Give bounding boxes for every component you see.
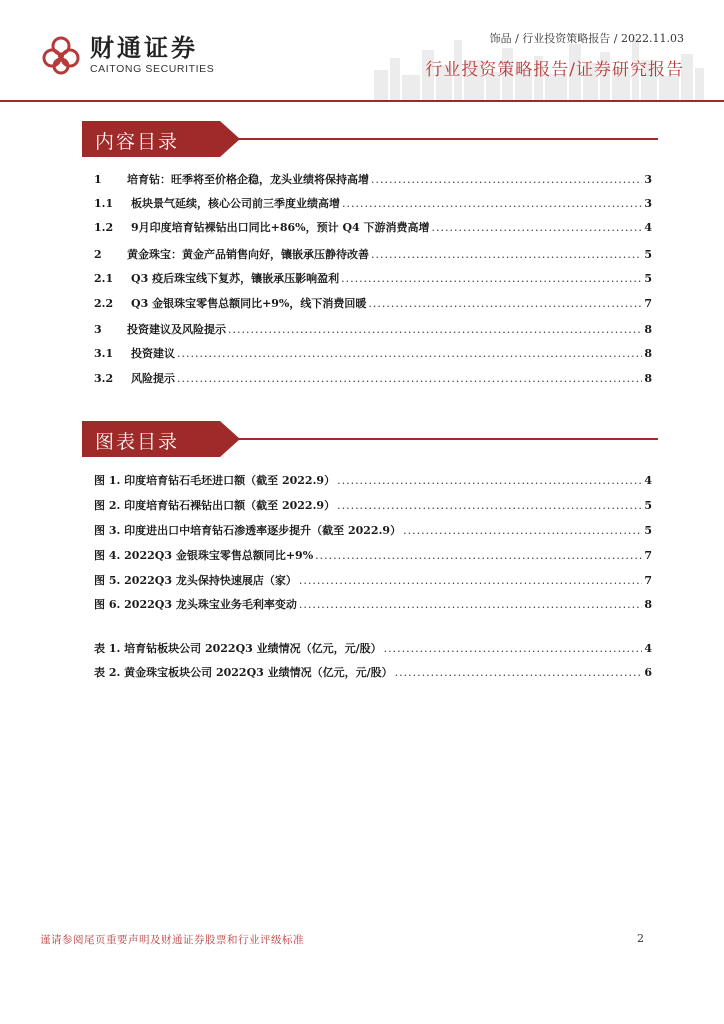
toc-entry[interactable] — [94, 270, 652, 288]
toc-entry-page: 7 — [644, 297, 652, 310]
page-header — [0, 0, 724, 104]
contents-rule — [232, 138, 658, 140]
toc-entry-page: 3 — [644, 173, 652, 186]
toc-entry[interactable] — [94, 321, 652, 339]
table-entry[interactable] — [94, 640, 652, 658]
toc-entry-page: 8 — [644, 372, 652, 385]
dot-leader — [299, 574, 643, 587]
table-entry[interactable] — [94, 664, 652, 682]
report-type-title: 行业投资策略报告/证券研究报告 — [425, 60, 684, 80]
toc-entry-number: 1.1 — [94, 197, 114, 210]
company-logo — [40, 34, 214, 76]
toc-entry-title: 风险提示 — [131, 372, 175, 385]
toc-entry[interactable] — [94, 195, 652, 213]
figures-rule — [232, 438, 658, 440]
toc-entry-page: 8 — [644, 347, 652, 360]
toc-entry-page: 3 — [644, 197, 652, 210]
dot-leader — [371, 248, 642, 261]
figure-entry[interactable] — [94, 572, 652, 590]
toc-entry-title: 黄金珠宝：黄金产品销售向好，镶嵌承压静待改善 — [127, 248, 369, 261]
figures-section-header — [82, 421, 658, 457]
figure-entry-page: 5 — [644, 524, 652, 537]
figure-entry-page: 4 — [644, 474, 652, 487]
dot-leader — [403, 524, 642, 537]
page-number: 2 — [637, 932, 644, 945]
toc-entry-number: 1 — [94, 173, 102, 186]
footer-disclaimer: 谨请参阅尾页重要声明及财通证券股票和行业评级标准 — [40, 934, 304, 946]
toc-entry-title: 投资建议及风险提示 — [127, 323, 226, 336]
figure-entry-page: 5 — [644, 499, 652, 512]
header-meta: 饰品 / 行业投资策略报告 / 2022.11.03 — [489, 32, 684, 45]
figures-heading: 图表目录 — [95, 431, 180, 453]
dot-leader — [228, 323, 642, 336]
toc-entry[interactable] — [94, 295, 652, 313]
dot-leader — [384, 642, 643, 655]
table-entry-page: 6 — [644, 666, 652, 679]
toc-entry-number: 2.1 — [94, 272, 114, 285]
toc-entry-page: 4 — [644, 221, 652, 234]
toc-entry-number: 3 — [94, 323, 102, 336]
dot-leader — [337, 474, 642, 487]
dot-leader — [368, 297, 642, 310]
header-divider — [0, 100, 724, 102]
toc-entry-number: 2 — [94, 248, 102, 261]
figure-entry-title: 图 1. 印度培育钻石毛坯进口额（截至 2022.9） — [94, 474, 336, 487]
figure-entry-title: 图 3. 印度进出口中培育钻石渗透率逐步提升（截至 2022.9） — [94, 524, 402, 537]
dot-leader — [337, 499, 642, 512]
toc-entry-page: 5 — [644, 248, 652, 261]
toc-entry[interactable] — [94, 370, 652, 388]
toc-entry-title: 9月印度培育钻裸钻出口同比+86%，预计 Q4 下游消费高增 — [131, 221, 430, 234]
figure-entry-title: 图 4. 2022Q3 金银珠宝零售总额同比+9% — [94, 549, 314, 562]
figure-entry-title: 图 6. 2022Q3 龙头珠宝业务毛利率变动 — [94, 598, 297, 611]
dot-leader — [371, 173, 642, 186]
dot-leader — [177, 347, 642, 360]
toc-entry-title: 投资建议 — [131, 347, 175, 360]
dot-leader — [341, 272, 642, 285]
toc-entry-title: 培育钻：旺季将至价格企稳，龙头业绩将保持高增 — [127, 173, 369, 186]
figure-entry[interactable] — [94, 522, 652, 540]
figure-entry-page: 7 — [644, 574, 652, 587]
caitong-logo-icon — [40, 34, 82, 76]
toc-entry-number: 3.2 — [94, 372, 114, 385]
figure-entry[interactable] — [94, 596, 652, 614]
toc-entry-number: 1.2 — [94, 221, 114, 234]
figure-entry-title: 图 5. 2022Q3 龙头保持快速展店（家） — [94, 574, 297, 587]
toc-entry-title: Q3 疫后珠宝线下复苏，镶嵌承压影响盈利 — [131, 272, 340, 285]
dot-leader — [315, 549, 642, 562]
figure-entry-page: 8 — [644, 598, 652, 611]
toc-entry-page: 5 — [644, 272, 652, 285]
toc-entry-title: 板块景气延续，核心公司前三季度业绩高增 — [131, 197, 340, 210]
toc-entry-number: 3.1 — [94, 347, 114, 360]
logo-chinese-name: 财通证券 — [90, 34, 198, 62]
toc-entry-page: 8 — [644, 323, 652, 336]
figure-entry[interactable] — [94, 472, 652, 490]
figure-entry-title: 图 2. 印度培育钻石裸钻出口额（截至 2022.9） — [94, 499, 336, 512]
toc-entry-title: Q3 金银珠宝零售总额同比+9%，线下消费回暖 — [131, 297, 367, 310]
toc-entry[interactable] — [94, 219, 652, 237]
dot-leader — [342, 197, 642, 210]
dot-leader — [299, 598, 643, 611]
figure-entry[interactable] — [94, 547, 652, 565]
dot-leader — [395, 666, 643, 679]
dot-leader — [432, 221, 643, 234]
toc-entry[interactable] — [94, 246, 652, 264]
toc-entry[interactable] — [94, 171, 652, 189]
table-entry-title: 表 1. 培育钻板块公司 2022Q3 业绩情况（亿元，元/股） — [94, 642, 382, 655]
table-entry-page: 4 — [644, 642, 652, 655]
figure-entry-page: 7 — [644, 549, 652, 562]
toc-entry[interactable] — [94, 345, 652, 363]
table-entry-title: 表 2. 黄金珠宝板块公司 2022Q3 业绩情况（亿元，元/股） — [94, 666, 393, 679]
contents-section-header — [82, 121, 658, 157]
toc-entry-number: 2.2 — [94, 297, 114, 310]
logo-english-name: CAITONG SECURITIES — [90, 63, 215, 75]
dot-leader — [177, 372, 642, 385]
figure-entry[interactable] — [94, 497, 652, 515]
contents-heading: 内容目录 — [95, 131, 180, 153]
